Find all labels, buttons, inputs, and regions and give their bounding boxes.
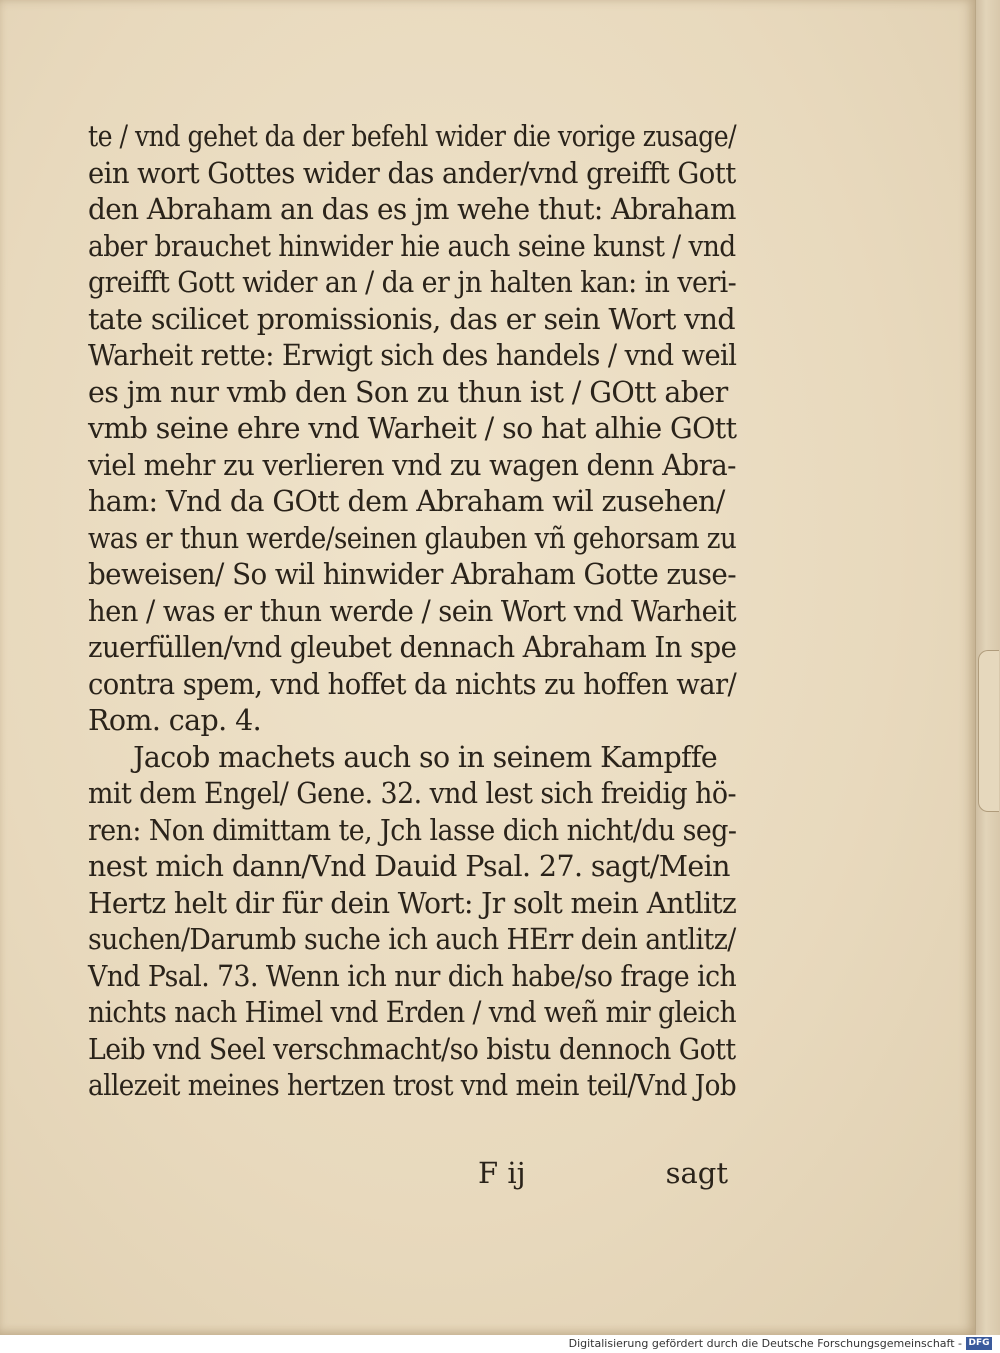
text-line: viel mehr zu verlieren vnd zu wagen denn Abra-	[88, 447, 736, 482]
text-line: Rom. cap. 4.	[88, 703, 262, 737]
text-line: ren: Non dimittam te, Jch lasse dich nicht/du seg-	[88, 812, 737, 847]
text-line: Hertz helt dir für dein Wort: Jr solt mein Antlitz	[88, 885, 737, 920]
text-line: den Abraham an das es jm wehe thut: Abraham	[88, 192, 736, 226]
body-text	[88, 118, 748, 1104]
text-line: zuerfüllen/vnd gleubet dennach Abraham In spe	[88, 630, 737, 664]
text-line: es jm nur vmb den Son zu thun ist / GOtt aber	[88, 374, 728, 409]
page-edge-tab	[978, 650, 999, 812]
text-line: allezeit meines hertzen trost vnd mein teil/Vnd Job	[88, 1068, 737, 1102]
text-line: hen / was er thun werde / sein Wort vnd Warheit	[88, 593, 736, 628]
text-line: beweisen/ So wil hinwider Abraham Gotte zuse-	[88, 557, 737, 591]
funding-credit: Digitalisierung gefördert durch die Deutsche Forschungsgemeinschaft -	[568, 1337, 962, 1350]
text-line: greifft Gott wider an / da er jn halten kan: in veri-	[88, 265, 737, 299]
text-line: contra spem, vnd hoffet da nichts zu hoffen war/	[88, 666, 737, 701]
text-line: Vnd Psal. 73. Wenn ich nur dich habe/so frage ich	[88, 958, 737, 993]
text-line: ein wort Gottes wider das ander/vnd greifft Gott	[88, 155, 736, 190]
text-line: te / vnd gehet da der befehl wider die vorige zusage/	[88, 119, 737, 153]
text-line: was er thun werde/seinen glauben vñ gehorsam zu	[88, 520, 737, 555]
paragraph-start-line: Jacob machets auch so in seinem Kampffe	[133, 739, 718, 774]
text-line: tate scilicet promissionis, das er sein Wort vnd	[88, 301, 736, 336]
text-line: suchen/Darumb suche ich auch HErr dein antlitz/	[88, 922, 736, 956]
page-footer	[88, 1156, 728, 1192]
text-line: vmb seine ehre vnd Warheit / so hat alhie GOtt	[88, 411, 737, 445]
text-line: nest mich dann/Vnd Dauid Psal. 27. sagt/Mein	[88, 849, 730, 883]
signature-mark: F ij	[478, 1156, 526, 1190]
text-line: Warheit rette: Erwigt sich des handels / vnd weil	[88, 338, 737, 372]
text-line: aber brauchet hinwider hie auch seine kunst / vnd	[88, 228, 736, 263]
dfg-logo: DFG	[966, 1337, 992, 1350]
catchword: sagt	[665, 1156, 728, 1190]
text-line: nichts nach Himel vnd Erden / vnd weñ mir gleich	[88, 995, 737, 1029]
text-line: Leib vnd Seel verschmacht/so bistu dennoch Gott	[88, 1031, 736, 1066]
text-line: mit dem Engel/ Gene. 32. vnd lest sich freidig hö-	[88, 776, 737, 810]
text-line: ham: Vnd da GOtt dem Abraham wil zusehen/	[88, 484, 725, 518]
